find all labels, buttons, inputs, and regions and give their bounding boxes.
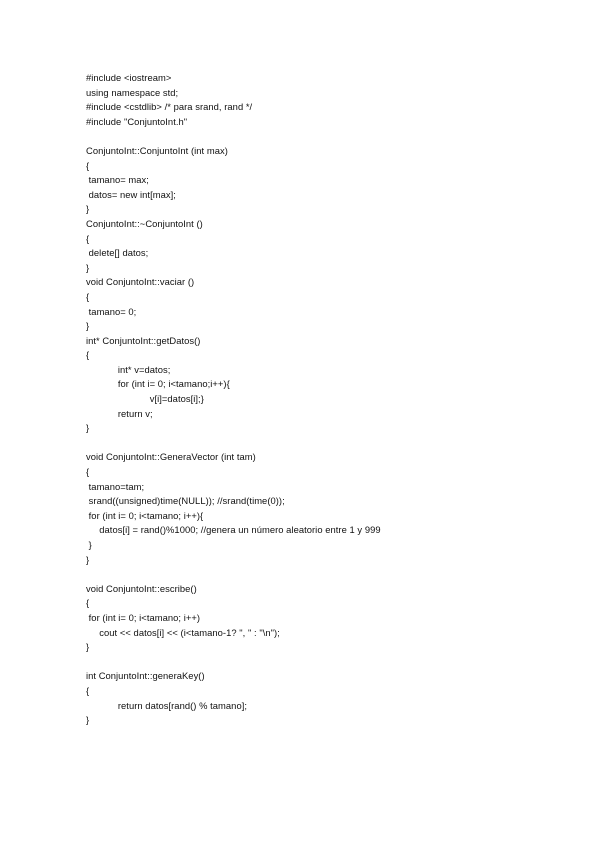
code-line: return v; — [86, 407, 153, 419]
code-line: void ConjuntoInt::GeneraVector (int tam) — [86, 451, 256, 463]
code-line: { — [86, 290, 90, 302]
code-line: #include "ConjuntoInt.h" — [86, 115, 188, 127]
code-line: { — [86, 349, 90, 361]
code-line: tamano=tam; — [86, 480, 145, 492]
code-line: } — [86, 203, 90, 215]
code-line: #include <iostream> — [86, 72, 172, 83]
code-line: { — [86, 466, 90, 478]
code-line: } — [86, 714, 90, 726]
code-line: srand((unsigned)time(NULL)); //srand(time(0)); — [86, 495, 285, 507]
code-line: v[i]=datos[i];} — [86, 393, 204, 405]
code-line — [86, 655, 381, 670]
code-line: ConjuntoInt::ConjuntoInt (int max) — [86, 144, 228, 156]
code-line: using namespace std; — [86, 86, 179, 98]
code-line: } — [86, 539, 92, 550]
code-line: datos[i] = rand()%1000; //genera un número aleatorio entre 1 y 999 — [86, 524, 381, 536]
code-line: } — [86, 422, 90, 434]
code-line: #include <cstdlib> /* para srand, rand */ — [86, 101, 253, 113]
code-line: tamano= max; — [86, 174, 149, 186]
code-line: } — [86, 320, 90, 332]
code-line — [86, 436, 381, 451]
code-line: tamano= 0; — [86, 305, 137, 317]
code-line: { — [86, 684, 90, 696]
code-line: int ConjuntoInt::generaKey() — [86, 670, 205, 682]
source-code-block — [86, 71, 381, 728]
code-line: void ConjuntoInt::vaciar () — [86, 276, 195, 288]
code-line: int* ConjuntoInt::getDatos() — [86, 334, 201, 346]
code-line: void ConjuntoInt::escribe() — [86, 582, 197, 594]
code-line — [86, 129, 381, 144]
code-line — [86, 567, 381, 582]
code-line: } — [86, 261, 90, 273]
code-line: for (int i= 0; i<tamano; i++){ — [86, 509, 204, 521]
code-line: for (int i= 0; i<tamano;i++){ — [86, 378, 230, 390]
code-line: delete[] datos; — [86, 247, 149, 259]
code-line: { — [86, 159, 90, 171]
code-line: datos= new int[max]; — [86, 188, 176, 200]
code-line: cout << datos[i] << (i<tamano-1? ", " : "\n"); — [86, 626, 280, 638]
code-line: return datos[rand() % tamano]; — [86, 699, 248, 711]
code-line: { — [86, 232, 90, 244]
code-line: for (int i= 0; i<tamano; i++) — [86, 611, 201, 623]
code-line: { — [86, 597, 90, 609]
code-line: } — [86, 641, 90, 653]
code-line: int* v=datos; — [86, 363, 171, 375]
code-line: } — [86, 553, 90, 565]
code-line: ConjuntoInt::~ConjuntoInt () — [86, 217, 203, 229]
